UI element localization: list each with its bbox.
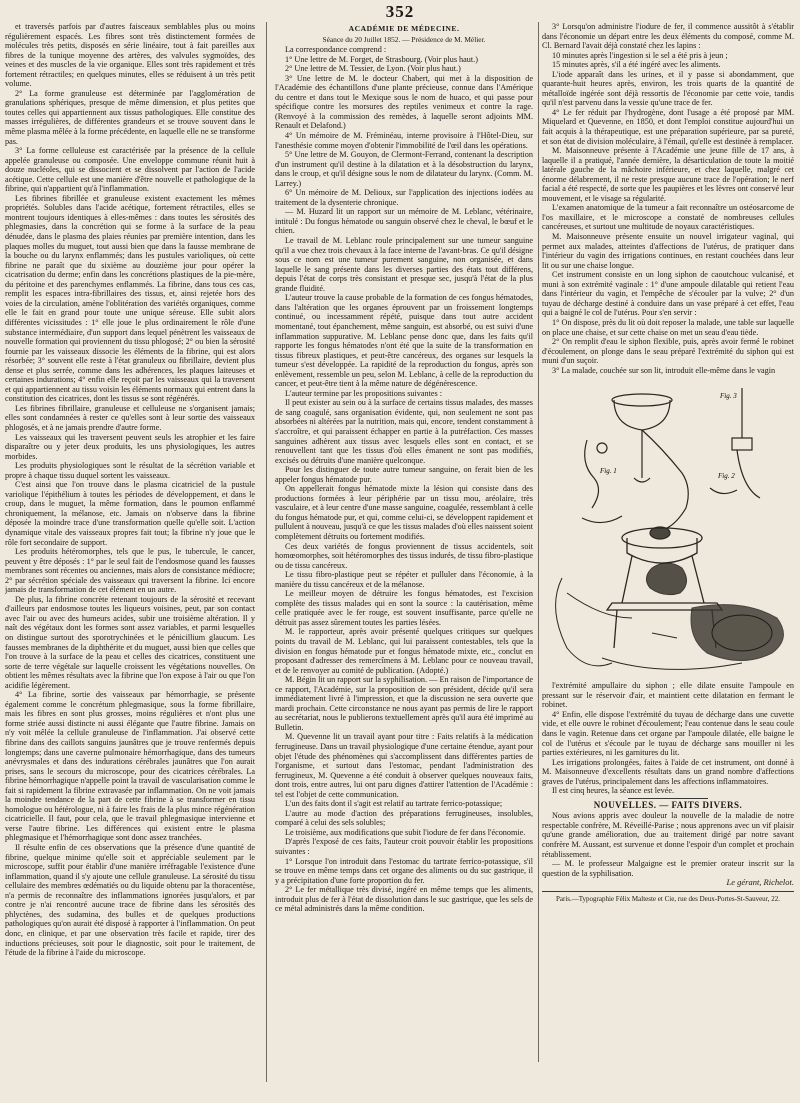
report-paragraph: 5° Une lettre de M. Gouyon, de Clermont-Ferrand, contenant la description d'un instrument qu'il destine à la dilatation et à la désobstruction du larynx, dans le croup, et qu'il désigne sous le nom de dilatateur du larynx. (Comm. M. Larrey.): [275, 150, 533, 188]
article-paragraph: Les produits physiologiques sont le résultat de la sécrétion variable et propre à chaque tissu duquel sortent les vaisseaux.: [5, 461, 255, 480]
report-paragraph: 1° Une lettre de M. Forget, de Strasbourg. (Voir plus haut.): [285, 54, 478, 64]
report-paragraph: M. le rapporteur, après avoir présenté quelques critiques sur quelques points du travail de M. Leblanc, qui lui paraissent contestables, tels que la division en fongus hématode pur et fongus hématode mixte, etc., conclut en proposant d'adresser des remercîmens à M. Leblanc pour ce nouveau travail, et de le renvoyer au comité de publication. (Adopté.): [275, 627, 533, 675]
fig-3-label: Fig. 3: [720, 392, 737, 401]
page-number: 352: [385, 2, 415, 21]
report-paragraph: Pour les distinguer de toute autre tumeur sanguine, on ferait bien de les appeler fongus hématode pur.: [275, 465, 533, 484]
column-right: [542, 22, 794, 1062]
report-paragraph: Le troisième, aux modifications que subit l'iodure de fer dans l'économie.: [285, 827, 526, 837]
article-paragraph: Il résulte enfin de ces observations que la présence d'une quantité de fibrine, quelque minime qu'elle soit et appréciable seulement par le microscope, suffit pour établir d'une manière irréfragable l'existence d'une inflammation, quand il s'y ajoute une cellule granuleuse. La sérosité du tissu cellulaire des membres œdématiés ou du liquide obtenu par la thoracentèse, n'a permis de reconnaître des inflammations ignorées jusqu'alors, et par contre je n'ai rencontré aucune trace de fibrine dans les sérosités des phlyctènes, des sudamina, des bulles et de quelques productions pathologiques qu'on aurait été disposé à rapporter à l'inflammation. On peut donc, en clinique, et par une observation très facile et rapide, tirer des inductions précieuses, soit pour le diagnostic, soit pour le traitement, de l'étude de la fibrine à l'aide du microscope.: [5, 843, 255, 958]
report-paragraph: La correspondance comprend :: [285, 45, 387, 55]
article-paragraph: Les vaisseaux qui les traversent peuvent seuls les atrophier et les faire disparaître ou y jeter deux produits, les uns physiologiques, les autres morbides.: [5, 432, 255, 461]
nouvelles-heading: NOUVELLES. — FAITS DIVERS.: [593, 799, 743, 810]
column-right-bottom: [542, 681, 794, 796]
article-paragraph: 2° La forme granuleuse est déterminée par l'agglomération de granulations sphériques, presque de même dimension, et plus petites que toutes celles qui appartiennent aux tissus pathologiques. Elle constitue des masses irrégulières, de différentes grandeurs et se trouve souvent dans le même plasma mêlée à la forme précédente, en laquelle elle ne se transforme pas.: [5, 88, 255, 146]
report-paragraph: 10 minutes après l'ingestion si le sel a été pris à jeun ;: [552, 50, 728, 60]
report-paragraph: L'examen anatomique de la tumeur a fait reconnaître un ostéosarcome de l'os maxillaire, et le microscope a constaté de nombreuses cellules cancéreuses, et surtout une multitude de noyaux caractéristiques.: [542, 203, 794, 232]
article-paragraph: Les produits hétéromorphes, tels que le pus, le tubercule, le cancer, peuvent y être déposés : 1° par le seul fait de l'endosmose quand les fausses membranes sont récentes ou anciennes, mais alors de consistance médiocre; 2° par sécrétion spéciale des vaisseaux qui traversent la fibrine. Ici encore jamais de transformation de cet élément en un autre.: [5, 547, 255, 595]
report-paragraph: Il est cinq heures, la séance est levée.: [552, 786, 675, 796]
footer-rule: [542, 891, 794, 892]
column-right-top: [542, 22, 794, 375]
report-paragraph: L'auteur termine par les propositions suivantes :: [285, 388, 443, 398]
report-paragraph: 3° Une lettre de M. le docteur Chabert, qui met à la disposition de l'Académie des échantillons d'une plante précieuse, connue dans l'Amérique du centre et dans tout le Mexique sous le nom de huaco, et qui passe pour spécifique contre les morsures des reptiles venimeux et contre la rage. (Renvoyé à la commission des remèdes, à laquelle seront adjoints MM. Renault et Delafond.): [275, 73, 533, 131]
fig-2-label: Fig. 2: [718, 472, 735, 481]
column-middle-body: [275, 45, 533, 914]
report-paragraph: 4° Un mémoire de M. Fréminéau, interne provisoire à l'Hôtel-Dieu, sur l'anesthésie comme moyen d'obtenir l'immobilité de l'œil dans les opérations.: [275, 131, 533, 150]
report-paragraph: L'iode apparaît dans les urines, et il y passe si abondamment, que quarante-huit heures après, environ, les trois quarts de la quantité de métalloïde ingérée sont déjà ressortis de l'économie par cette voie, tandis qu'il n'est parvenu dans la vessie qu'une trace de fer.: [542, 69, 794, 108]
section-heading: ACADÉMIE DE MÉDECINE.: [348, 24, 460, 33]
report-paragraph: Cet instrument consiste en un long siphon de caoutchouc vulcanisé, et muni à son extrémité vaginale : 1° d'une ampoule dilatable qui retient l'eau dans l'intérieur du vagin, et l'empêche de s'écouler par la vulve; 2° d'un tuyau de décharge destiné à conduire dans un vase préparé à cet effet, l'eau qui a baigné le col de l'utérus. Pour s'en servir :: [542, 270, 794, 318]
article-paragraph: et traversés parfois par d'autres faisceaux semblables plus ou moins régulièrement espacés. Les fibres sont très distinctement formées de molécules très petits, disposés en série linéaire, tout à fait pareilles aux fibres de la tunique moyenne des artères, des valvules sygmoïdes, des veines et des muscles de la vie organique. Elles sont très rapidement et très fortement rétractiles; en quelques minutes, elles se réduisent à un très petit volume.: [5, 22, 255, 89]
irrigator-illustration: [542, 378, 794, 678]
report-paragraph: M. Maisonneuve présente ensuite un nouvel irrigateur vaginal, qui permet aux malades, atteintes d'affections de l'utérus, de pratiquer dans l'intérieur du vagin des irrigations continues, en restant couchées dans leur lit ou sur une chaise longue.: [542, 232, 794, 270]
report-paragraph: Il peut exister au sein ou à la surface de certains tissus malades, des masses de sang coagulé, sans organisation évidente, qui, non seulement ne sont pas absorbées ni altérées par la nutrition, mais qui, encore, tendent constamment à s'accroître, et qui paraissent échapper en partie à la putréfaction. Ces masses sanguines adhèrent aux tissus avec lesquels elles sont en contact, et se renouvellent tant que les tissus d'où elles émanent ne sont pas modifiés, excisés ou détruits d'une manière quelconque.: [275, 398, 533, 465]
signature: Le gérant, Richelot.: [726, 877, 794, 888]
irrigator-figure: [542, 378, 794, 678]
report-paragraph: On appellerait fongus hématode mixte la lésion qui consiste dans des productions formées à leur périphérie par un tissu mou, aréolaire, très vasculaire, et à leur centre d'une masse sanguine, coagulée, ressemblant à celle du fongus hématode pur, et qui, comme celui-ci, se développent rapidement et pullulent à nouveau, jusqu'à ce que les tissus malades d'où elles naissent soient complètement détruits ou fortement modifiés.: [275, 484, 533, 541]
report-paragraph: 15 minutes après, s'il a été ingéré avec les aliments.: [552, 60, 721, 70]
column-left: [5, 22, 255, 1082]
article-paragraph: 4° La fibrine, sortie des vaisseaux par hémorrhagie, se présente également comme le concrétum phlegmasique, sous la forme fibrillaire, mais les fibres en sont plus grosses, moins régulières et n'ont plus une forme striée aussi distincte ni aussi élégante que l'autre fibrine. Jamais on n'y voit mêlée la cellule granuleuse de l'inflammation. J'ai observé cette fibrine dans des caillots sanguins jaunâtres que je trouve renfermés depuis longtemps; dans une caverne pulmonaire hémorrhagique, dans des tumeurs anévrysmales et dans des indurations cérébrales jaunâtres que l'on aurait prises, sans le secours du microscope, pour des cicatrices cérébrales. La fibrine hémorrhagique n'appelle point la travail de vascularisation comme le fait si rapidement la fibrine extravasée par inflammation. On ne voit jamais la moindre tendance de la part de cette fibrine à se transformer en tissu homologue ou hétérologue, ni à faire les frais de la plus mince régénération cicatricielle. Il faut, pour cela, que le travail phlegmasique intervienne et verse l'autre fibrine. Les différences qui existent entre le plasma phlegmasique et l'hémorrhagique sont donc assez tranchées.: [5, 690, 255, 843]
session-line: Séance du 20 Juillet 1852. — Présidence de M. Mélier.: [322, 34, 486, 44]
report-paragraph: Les irrigations prolongées, faites à l'aide de cet instrument, ont donné à M. Maisonneuve d'excellents résultats dans un grand nombre d'affections graves de l'utérus, principalement dans les affections inflammatoires.: [542, 757, 794, 786]
report-paragraph: M. Maisonneuve présente à l'Académie une jeune fille de 17 ans, à laquelle il a pratiqué, l'année dernière, la désarticulation de toute la moitié latérale gauche de la mâchoire inférieure, et chez laquelle, malgré cet énorme délabrement, il ne reste presque aucune trace de l'opération; le nerf facial a été respecté, de sorte que les paupières et les lèvres ont conservé leur mouvement, et le visage sa régularité.: [542, 146, 794, 203]
report-paragraph: Le tissu fibro-plastique peut se répéter et pulluler dans l'économie, à la manière du tissu cancéreux et de la mélanose.: [275, 570, 533, 589]
report-paragraph: L'autre au mode d'action des préparations ferrugineuses, insolubles, comparé à celui des sels solubles;: [275, 808, 533, 828]
report-paragraph: M. Quevenne lit un travail ayant pour titre : Faits relatifs à la médication ferrugineuse. Dans un travail physiologique d'une certaine étendue, ayant pour objet l'étude des phénomènes qui s'accomplissent dans différentes parties de l'organisme, et surtout dans l'estomac, pendant l'administration des ferrugineux, M. Quevenne a été conduit à observer quelques nouveaux faits, dont trois, entre autres, lui ont paru dignes d'attirer l'attention de l'Académie : tel est l'objet de cette communication.: [275, 732, 533, 799]
news-paragraph: — M. le professeur Malgaigne est le premier orateur inscrit sur la question de la syphilisation.: [542, 859, 794, 878]
column-middle: [275, 22, 533, 1087]
article-paragraph: 3° La forme celluleuse est caractérisée par la présence de la cellule appelée granuleuse ou composée. Une enveloppe commune réunit huit à douze nucléoles, qui se dissocient et se dissolvent par l'action de l'acide acétique. Cette cellule est une manière d'être nouvelle et pathologique de la fibrine, qui n'appartient qu'à l'inflammation.: [5, 146, 255, 194]
report-paragraph: L'auteur trouve la cause probable de la formation de ces fongus hématodes, dans l'altération que les organes éprouvent par un froissement longtemps continué, ou incessamment répété, puisque dans tout autre accident momentané, tout épanchement, même sanguin, est absorbé, ou est suivi d'une inflammation suppurative. M. Leblanc pense donc que, dans les faits qu'il rapporte les fongus hématodes n'ont été que la suite de la transformation en tissus fibreux plastiques, et peut-être cancéreux, des organes sur lesquels la tumeur s'est développée. La rapidité de la reproduction du fongus, après son enlèvement, ressemble un peu, selon M. Leblanc, à celle de la reproduction du cancer, et peut-être tient à la même nature de dégénérescence.: [275, 293, 533, 389]
article-paragraph: De plus, la fibrine concrète retenant toujours de la sérosité et recevant d'ailleurs par endosmose toutes les liqueurs voisines, peut, par son contact avec l'air ou avec des humeurs acides, subir une troisième altération. Il y naît des végétaux dont les formes sont assez variables, et parmi lesquelles on distingue surtout des sporotrychinées et le pénicillium glaucum. Les fausses membranes de la diphthérite et du muguet, aussi bien que celles que l'on trouve à la surface de la peau et celles des cicatrices, constituent une sorte de terre végétale sur laquelle croissent les végétations nouvelles. On obtient les mêmes résultats avec la fibrine que l'on expose à l'air ou que l'on acidifie légèrement.: [5, 594, 255, 690]
report-paragraph: 3° Lorsqu'on administre l'iodure de fer, il commence aussitôt à s'établir dans l'économie un départ entre les deux éléments du composé, comme M. Cl. Bernard l'avait déjà constaté chez les lapins :: [542, 22, 794, 51]
report-paragraph: 4° Le fer réduit par l'hydrogène, dont l'usage a été proposé par MM. Miquelard et Quevenne, en 1850, et dont l'emploi constitue aujourd'hui un fait acquis à la thérapeutique, est une préparation supérieure, par sa pureté, et son état de division moléculaire, à l'émail, qu'elle est destinée à remplacer.: [542, 107, 794, 146]
report-paragraph: 6° Un mémoire de M. Delioux, sur l'application des injections iodées au traitement de la dysenterie chronique.: [275, 188, 533, 207]
news-paragraph: Nous avions appris avec douleur la nouvelle de la maladie de notre respectable confrère, M. Réveillé-Parise ; nous apprenons avec un vif plaisir qu'une grande amélioration, due au traitement dirigé par notre savant confrère M. Aussant, est survenue et donne l'espoir d'un complet et prochain rétablissement.: [542, 811, 794, 859]
news-items: [542, 811, 794, 878]
article-paragraph: C'est ainsi que l'on trouve dans le plasma cicatriciel de la pustule variolique l'épithélium à toutes les périodes de développement, et dans le croup, dans le muguet, la même formation, dans le poumon enflammé chroniquement, la mélanose, etc. Jamais on n'observe dans la fibrine déposée la moindre trace d'une transformation quelle qu'elle soit. L'action dynamique vitale des vaisseaux propres fait tout; la fibrine n'y joue que le rôle fort secondaire de support.: [5, 480, 255, 547]
article-paragraph: Les fibrines fibrillée et granuleuse existent exactement les mêmes propriétés. Solubles dans l'acide acétique, fortement rétractiles, elles se montrent toujours identiques à elles-mêmes : dans toutes les sérosités des phlegmasies, dans la concrétion qui se forme à la surface de la peau dénudée, dans le plasma des plaies réunies par première intention, dans les plaques molles du muguet, tout aussi bien que dans la fausse membrane de la bouche ou du larynx enflammés; dans les pustules varioliques, où cette fibrine ne paraît que du sixième au douzième jour pour opérer la cicatrisation du derme; enfin dans les concrétions plastiques de la pie-mère, du péritoine et des parenchymes enflammés. La fibrine, dans tous ces cas, remplit les espaces intra-fibrillaires des tissus, et, ainsi rejetée hors des voies de la circulation, amène l'oblitération des variétés organiques, comme elle le fait en grand pour toute une unique séreuse. Elle subit alors différentes vicissitudes : 1° elle joue le plus ordinairement le rôle d'une substance intermédiaire, d'un support dans lequel pénètrent les vaisseaux de nouvelle formation qui proviennent du tissu phlogosé; 2° ou bien la sérosité fournie par les vaisseaux dissocie les éléments de la fibrine, qui est alors résorbée; 3° souvent elle reste à l'état granuleux ou fibrillaire, devient plus dense et plus serrée, comme dans les adhérences, les plaques laiteuses et certaines indurations; 4° enfin elle reçoit par les vaisseaux qui la traversent et qui appartiennent au tissu voisin les éléments normaux qui entrent dans la constitution des cicatrices, dont les tissus se sont régénérés.: [5, 193, 255, 404]
report-paragraph: M. Bégin lit un rapport sur la syphilisation. — En raison de l'importance de ce rapport, l'Académie, sur la proposition de son président, décide qu'il sera immédiatement livré à l'impression, et que la discussion ne sera ouverte que mardi prochain. Cette circonstance ne nous ayant pas permis de lire le rapport au secrétariat, nous le publierons textuellement après qu'il aura été imprimé au Bulletin.: [275, 675, 533, 732]
article-paragraph: Les fibrines fibrillaire, granuleuse et celluleuse ne s'organisent jamais; elles sont condamnées à rester ce qu'elles sont à leur sortie des vaisseaux phlogosés, et à ne jamais prendre d'autre forme.: [5, 403, 255, 432]
report-paragraph: 2° On remplit d'eau le siphon flexible, puis, après avoir fermé le robinet d'écoulement, on plonge dans le seau préparé l'extrémité du siphon qui est muni d'un suçoir.: [542, 337, 794, 366]
column-divider: [538, 22, 539, 1062]
fig-1-label: Fig. 1: [600, 467, 617, 476]
report-paragraph: Le meilleur moyen de détruire les fongus hématodes, est l'excision complète des tissus malades qui en sont la source : la cautérisation, même celle pratiquée avec le fer rouge, est souvent insuffisante, parce qu'elle ne détruit pas assez sûrement toutes les parties lésées.: [275, 589, 533, 627]
report-paragraph: D'après l'exposé de ces faits, l'auteur croit pouvoir établir les propositions suivantes :: [275, 837, 533, 857]
report-paragraph: l'extrémité ampullaire du siphon ; elle dilate ensuite l'ampoule en pressant sur le réservoir d'air, et maintient cette dilatation en fermant le robinet.: [542, 681, 794, 710]
report-paragraph: 2° Le fer métallique très divisé, ingéré en même temps que les aliments, introduit plus de fer à l'état de dissolution dans le suc gastrique, que les sels de ce métal administrés dans la même condition.: [275, 885, 533, 914]
printer-line: Paris.—Typographie Félix Malteste et Cie, rue des Deux-Portes-St-Sauveur, 22.: [556, 894, 780, 903]
report-paragraph: 2° Une lettre de M. Tessier, de Lyon. (Voir plus haut.): [285, 64, 461, 74]
column-divider: [266, 22, 267, 1082]
report-paragraph: 4° Enfin, elle dispose l'extrémité du tuyau de décharge dans une cuvette vide, et elle ouvre le robinet d'écoulement; l'eau contenue dans le seau coule dans le vagin. Retenue dans cet organe par l'ampoule dilatée, elle baigne le col de l'utérus et s'écoule par le tuyau de décharge sans mouiller ni les parties extérieures, ni les garnitures du lit.: [542, 709, 794, 758]
report-paragraph: L'un des faits dont il s'agit est relatif au tartrate ferrico-potassique;: [285, 799, 503, 809]
report-paragraph: — M. Huzard lit un rapport sur un mémoire de M. Leblanc, vétérinaire, intitulé : Du fongus hématode ou sanguin observé chez le cheval, le bœuf et le chien.: [275, 207, 533, 236]
report-paragraph: 1° Lorsque l'on introduit dans l'estomac du tartrate ferrico-potassique, s'il se trouve en même temps dans cet organe des aliments ou du suc gastrique, il y a précipitation d'une forte proportion du fer.: [275, 856, 533, 885]
report-paragraph: Le travail de M. Leblanc roule principalement sur une tumeur sanguine qu'il a vue chez trois chevaux à la face interne de l'avant-bras. Ce qu'il désigne sous ce nom est une tumeur purement sanguine, non organisée, et dans laquelle le sang présente dans les diverses parties des états tout différens, depuis l'état de corps très consistant et presque sec, jusqu'à l'état de la plus grande fluidité.: [275, 236, 533, 293]
divider-rule: [628, 798, 708, 799]
report-paragraph: 3° La malade, couchée sur son lit, introduit elle-même dans le vagin: [552, 365, 776, 375]
report-paragraph: Ces deux variétés de fongus proviennent de tissus accidentels, soit homœomorphes, soit hétéromorphes des tissus indurés, de tissu fibro-plastique ou de tissu cancéreux.: [275, 541, 533, 570]
report-paragraph: 1° On dispose, près du lit où doit reposer la malade, une table sur laquelle on place une chaise, et sur cette chaise on met un seau d'eau tiède.: [542, 317, 794, 337]
